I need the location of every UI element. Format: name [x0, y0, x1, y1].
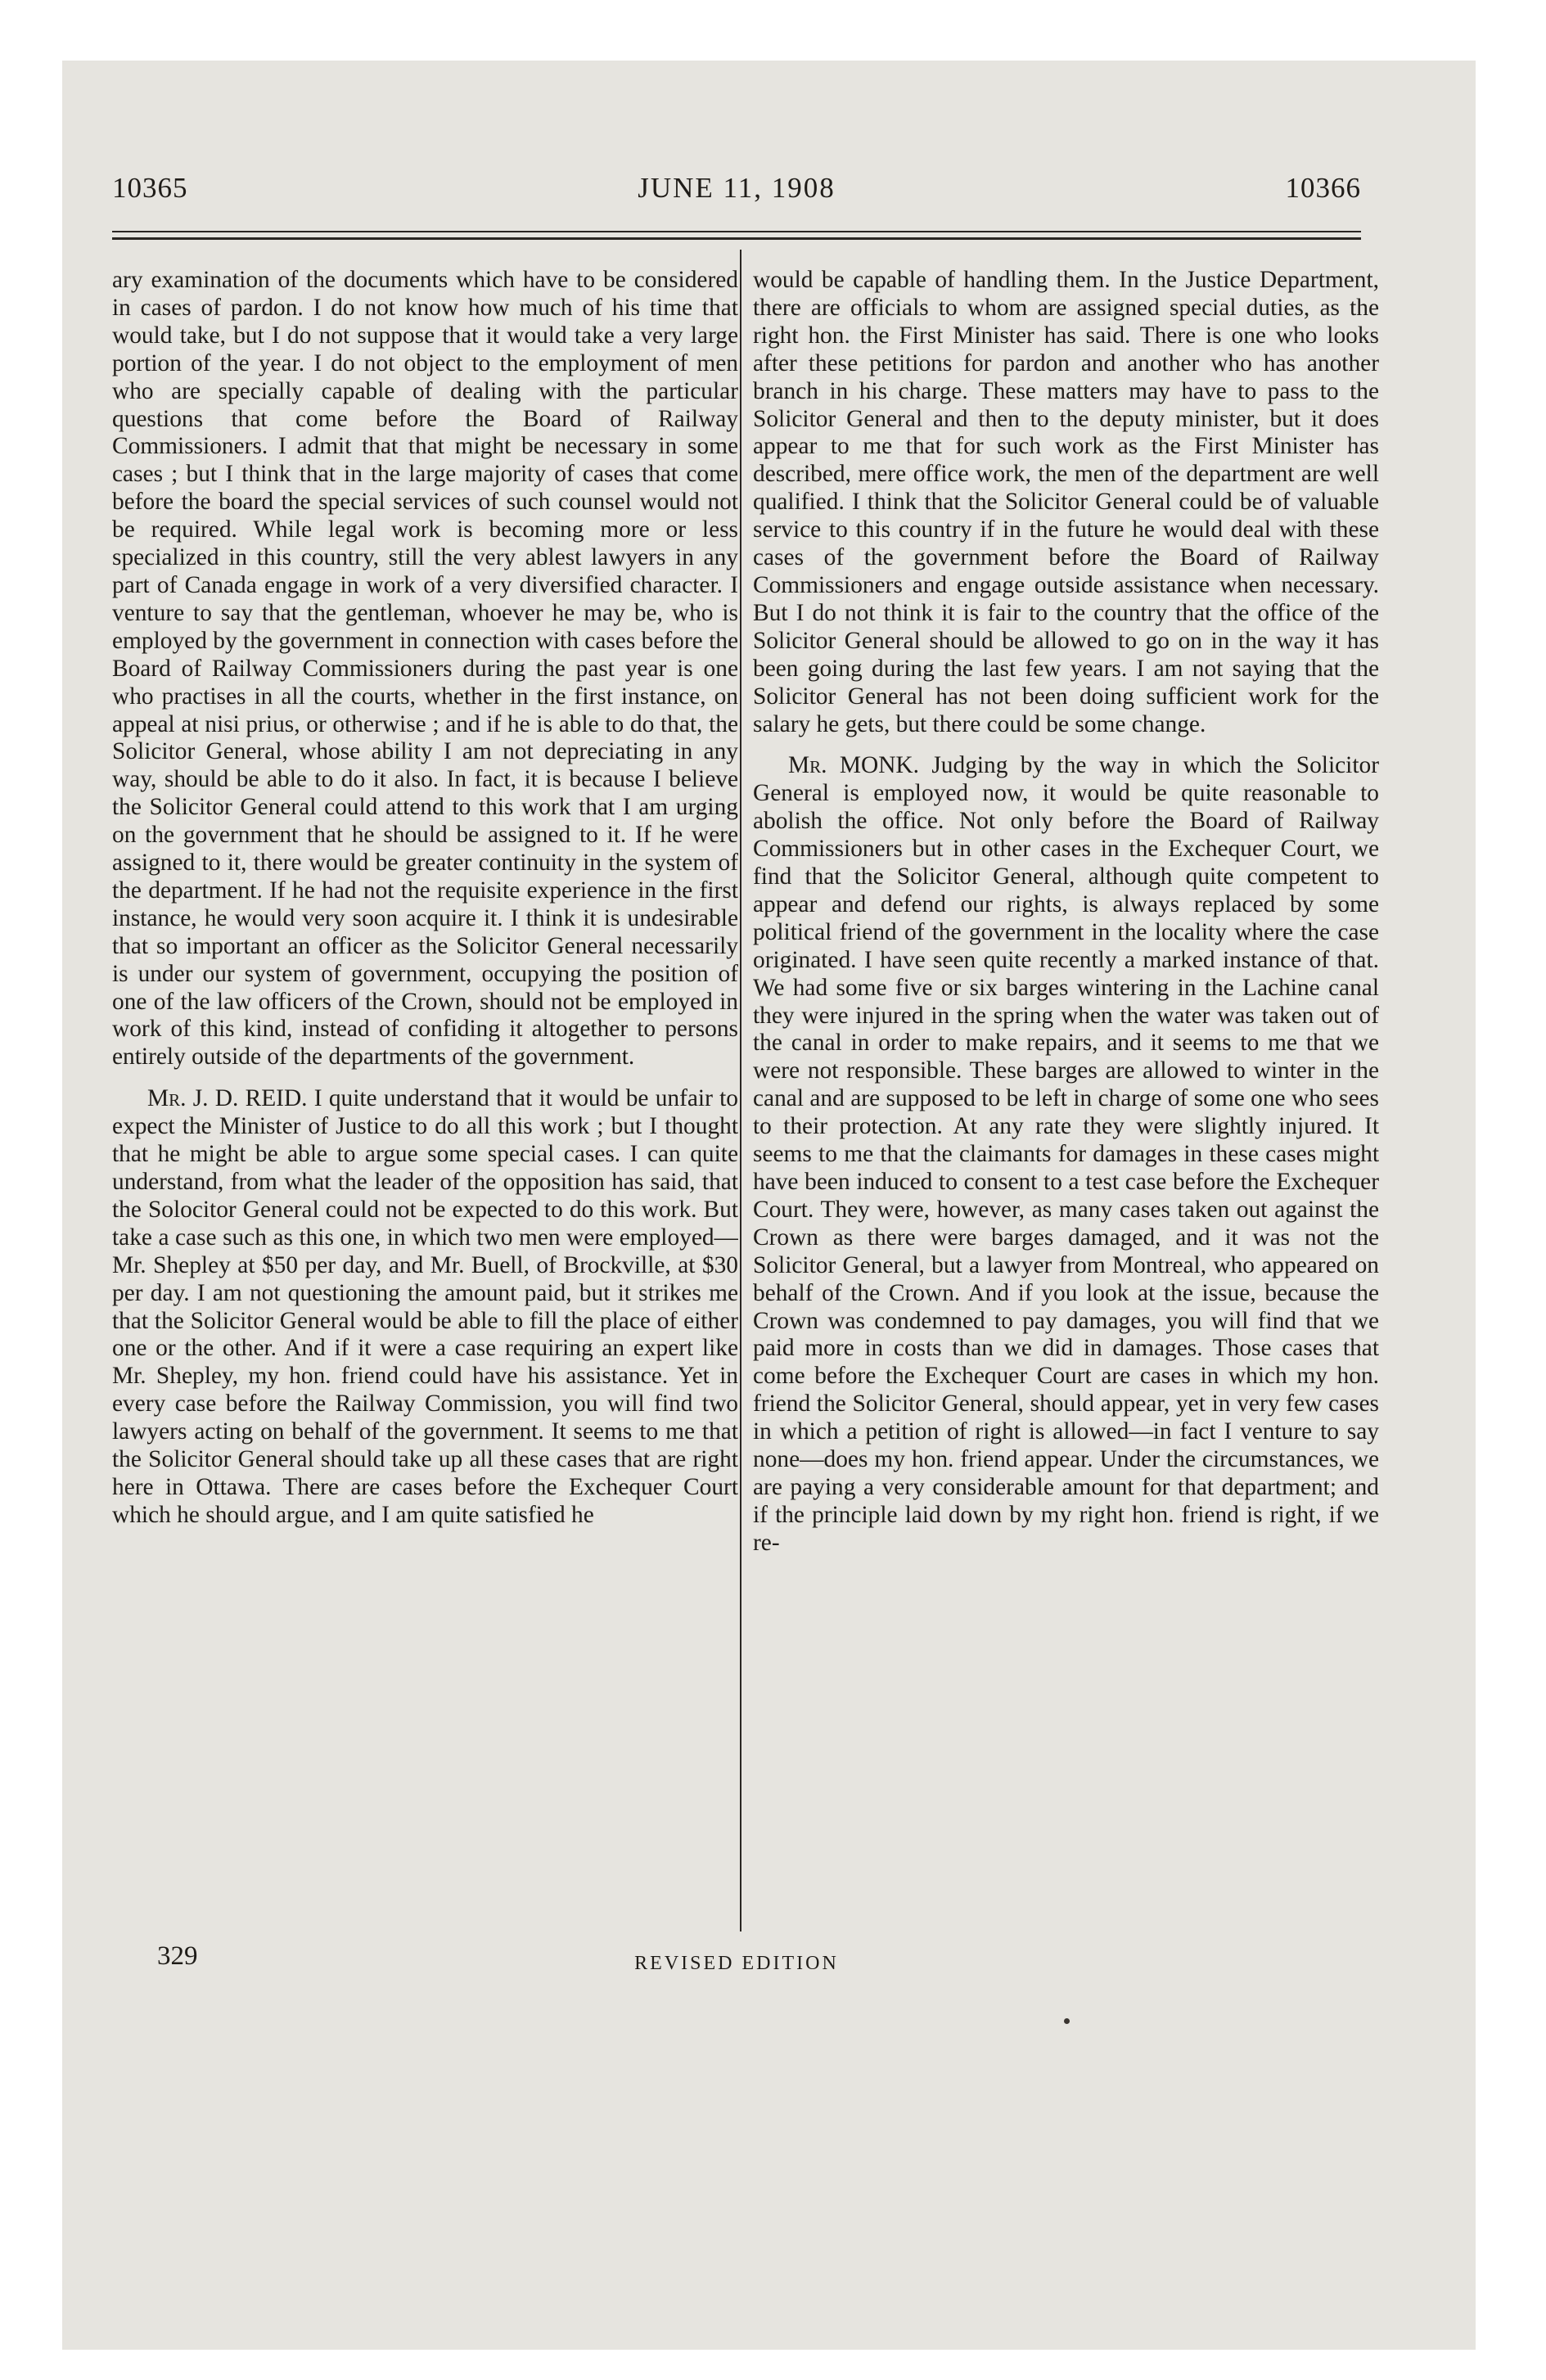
speech-text: Judging by the way in which the Solicitor General is employed now, it would be quite reasonable to abolish the office. Not only before the Board of Railway Commissioners but in other cases in the Exchequer Court, we find that the Solicitor General, although quite competent to appear and defend our rights, is always replaced by some political friend of the government in the locality where the case originated. I have seen quite recently a marked instance of that. We had some five or six barges wintering in the Lachine canal they were injured in the spring when the water was taken out of the canal in order to make repairs, and it seems to me that we were not responsible. These barges are allowed to winter in the canal and are supposed to be left in charge of some one who sees to their protection. At any rate they were slightly injured. It seems to me that the claimants for damages in these cases might have been induced to consent to a test case before the Exchequer Court. They were, however, as many cases taken out against the Crown as there were barges damaged, and it was not the Solicitor General, but a lawyer from Montreal, who appeared on behalf of the Crown. And if you look at the issue, because the Crown was condemned to pay damages, you will find that we paid more in costs than we did in damages. Those cases that come before the Exchequer Court are cases in which my hon. friend the Solicitor General, should appear, yet in very few cases in which a petition of right is allowed—in fact I venture to say none—does my hon. friend appear. Under the circumstances, we are paying a very considerable amount for that department; and if the principle laid down by my right hon. friend is right, if we re-: [753, 752, 1379, 1556]
left-page-number: 10365: [112, 172, 188, 204]
header-rule-thick: [112, 237, 1361, 240]
right-paragraph-2: [753, 752, 1379, 1557]
left-column: [112, 267, 738, 1936]
speaker-name: Mr. MONK.: [788, 752, 919, 779]
right-column: [753, 267, 1379, 1936]
right-paragraph-1: would be capable of handling them. In the Justice Department, there are officials to whom are assigned special duties, as the right hon. the First Minister has said. There is one who looks after these petitions for pardon and another who has another branch in his charge. These matters may have to pass to the Solicitor General and then to the deputy minister, but it does appear to me that for such work as the First Minister has described, mere office work, the men of the department are well qualified. I think that the Solicitor General could be of valuable service to this country if in the future he would deal with these cases of the government before the Board of Railway Commissioners and engage outside assistance when necessary. But I do not think it is fair to the country that the office of the Solicitor General should be allowed to go on in the way it has been going during the last few years. I am not saying that the Solicitor General has not been doing sufficient work for the salary he gets, but there could be some change.: [753, 267, 1379, 737]
page-header: [112, 172, 1361, 218]
page-footer: [112, 1941, 1361, 1982]
speech-text: I quite understand that it would be unfair to expect the Minister of Justice to do all this work ; but I thought that he might be able to argue some special cases. I can quite understand, from what the leader of the opposition has said, that the Solocitor General could not be expected to do this work. But take a case such as this one, in which two men were employed—Mr. Shepley at $50 per day, and Mr. Buell, of Brockville, at $30 per day. I am not questioning the amount paid, but it strikes me that the Solicitor General would be able to fill the place of either one or the other. And if it were a case requiring an expert like Mr. Shepley, my hon. friend could have his assistance. Yet in every case before the Railway Commission, you will find two lawyers acting on behalf of the government. It seems to me that the Solicitor General should take up all these cases that are right here in Ottawa. There are cases before the Exchequer Court which he should argue, and I am quite satisfied he: [112, 1085, 738, 1528]
speaker-name: Mr. J. D. REID.: [147, 1085, 308, 1112]
column-divider: [740, 250, 741, 1931]
header-rule-thin: [112, 231, 1361, 232]
page-date: JUNE 11, 1908: [638, 172, 836, 204]
ink-speck: [1064, 2018, 1070, 2024]
edition-label: REVISED EDITION: [634, 1953, 839, 1974]
right-page-number: 10366: [1285, 172, 1361, 204]
left-paragraph-2: [112, 1085, 738, 1530]
left-paragraph-1: ary examination of the documents which have to be considered in cases of pardon. I do not know how much of his time that would take, but I do not suppose that it would take a very large portion of the year. I do not object to the employment of men who are specially capable of dealing with the particular questions that come before the Board of Railway Commissioners. I admit that that might be necessary in some cases ; but I think that in the large majority of cases that come before the board the special services of such counsel would not be required. While legal work is becoming more or less specialized in this country, still the very ablest lawyers in any part of Canada engage in work of a very diversified character. I venture to say that the gentleman, whoever he may be, who is employed by the government in connection with cases before the Board of Railway Commissioners during the past year is one who practises in all the courts, whether in the first instance, on appeal at nisi prius, or otherwise ; and if he is able to do that, the Solicitor General, whose ability I am not depreciating in any way, should be able to do it also. In fact, it is because I believe the Solicitor General could attend to this work that I am urging on the government that he should be assigned to it. If he were assigned to it, there would be greater continuity in the system of the department. If he had not the requisite experience in the first instance, he would very soon acquire it. I think it is undesirable that so important an officer as the Solicitor General necessarily is under our system of government, occupying the position of one of the law officers of the Crown, should not be employed in work of this kind, instead of confiding it altogether to persons entirely outside of the departments of the government.: [112, 267, 738, 1071]
folio-number: 329: [157, 1941, 198, 1971]
